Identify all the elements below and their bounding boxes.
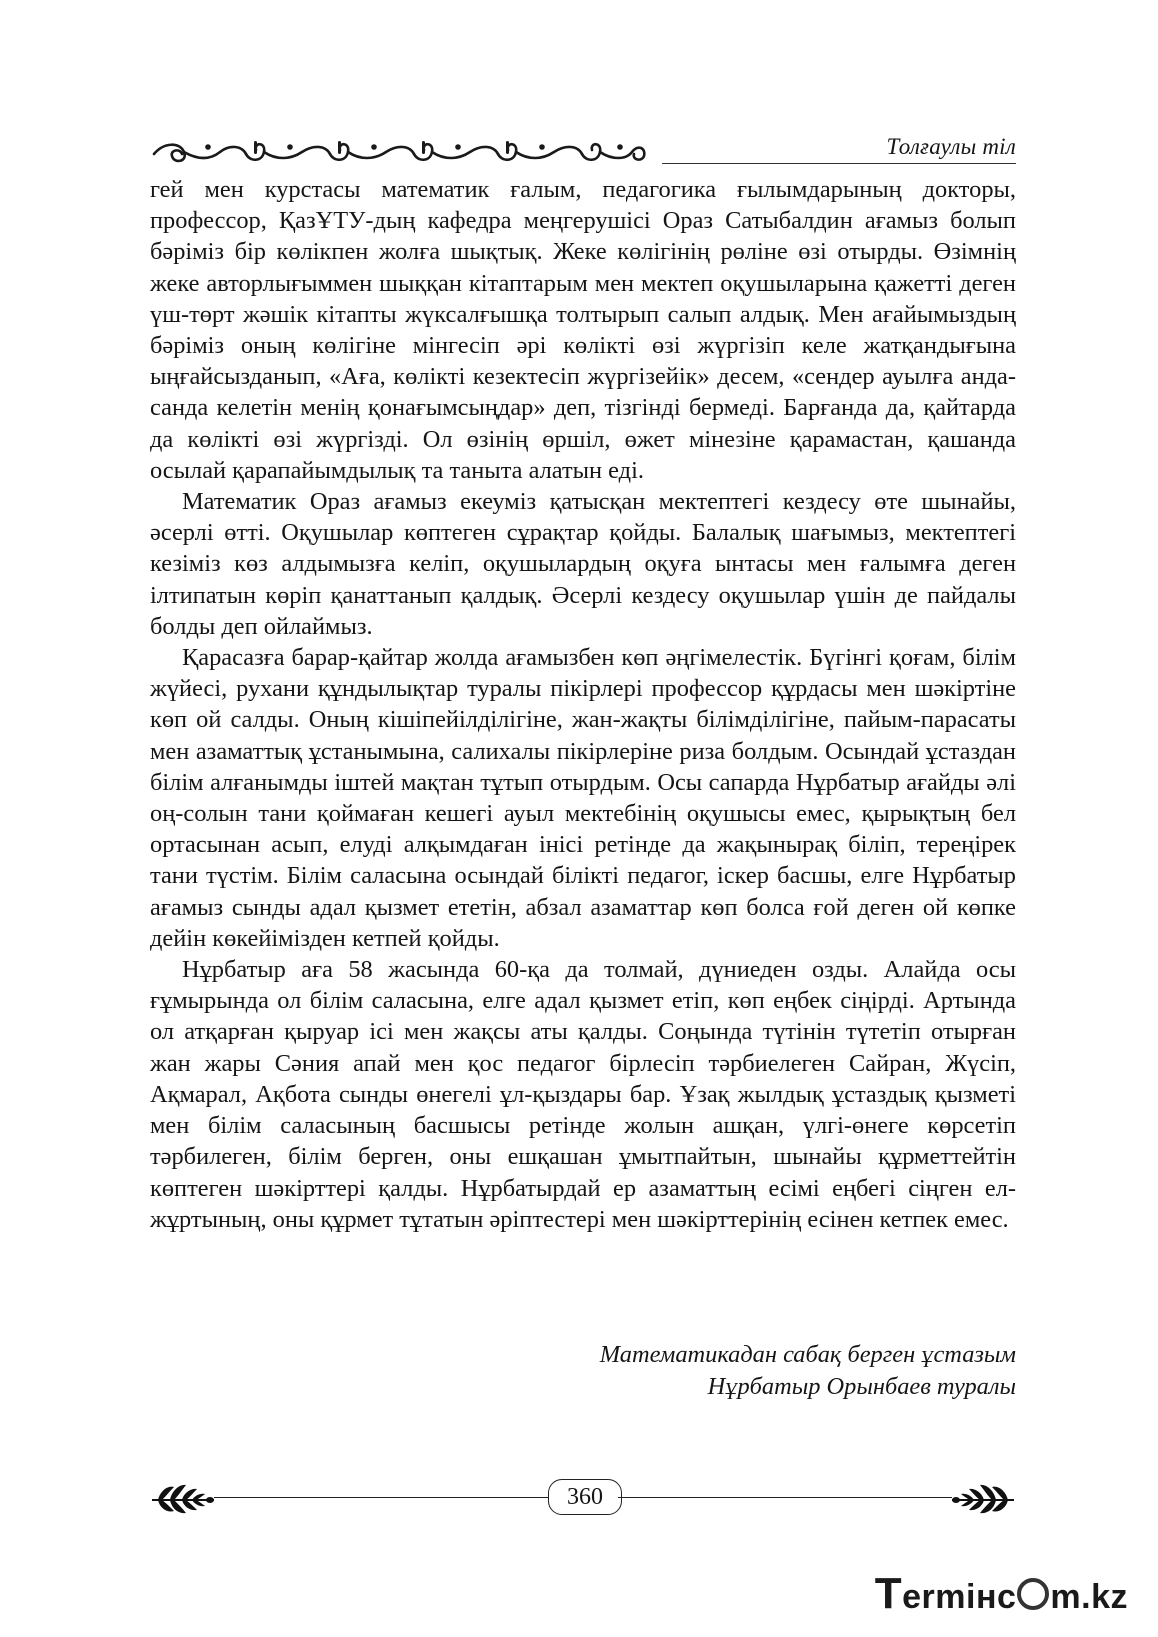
page-footer: [150, 1477, 1016, 1517]
paragraph-3: Қарасазға барар-қайтар жолда ағамызбен көп әңгімелестік. Бүгінгі қоғам, білім жүйесі, рухани құндылықтар туралы пікірлері профессор құрдасы мен шәкіртіне көп ой салды. Оның кішіпейілділігіне, жан-жақты білімділігіне, пайым-парасаты мен азаматтық ұстанымына, салихалы пікірлеріне риза болдым. Осындай ұстаздан білім алғанымды іштей мақтан тұтып отырдым. Осы сапарда Нұрбатыр ағайды әлі оң-солын тани қоймаған кешегі ауыл мектебінің оқушысы емес, қырықтың бел ортасынан асып, елуді алқымдаған інісі ретінде да жақынырақ біліп, тереңірек тани түстім. Білім саласына осындай білікті педагог, іскер басшы, елге Нұрбатыр ағамыз сынды адал қызмет ететін, абзал азаматтар көп болса ғой деген ой көпке дейін көкейімізден кетпей қойды.: [150, 644, 1016, 952]
body-text: [150, 174, 1016, 1235]
watermark-text-part1: ermінc: [902, 1578, 1017, 1616]
paragraph-2: Математик Ораз ағамыз екеуміз қатысқан мектептегі кездесу өте шынайы, әсерлі өтті. Оқушылар көптеген сұрақтар қойды. Балалық шағымыз, мектептегі кезіміз көз алдымызға келіп, оқушылардың оқуға ынтасы мен ғалымға деген ілтипатын көріп қанаттанып қалдық. Әсерлі кездесу оқушылар үшін де пайдалы болды деп ойлаймыз.: [150, 488, 1016, 640]
paragraph-4: Нұрбатыр аға 58 жасында 60-қа да толмай, дүниеден озды. Алайда осы ғұмырында ол білім саласына, елге адал қызмет етіп, көп еңбек сіңірді. Артында ол атқарған қыруар ісі мен жақсы аты қалды. Соңында түтінін түтетіп отырған жан жары Сәния апай мен қос педагог бірлесіп тәрбиелеген Сайран, Жүсіп, Ақмарал, Ақбота сынды өнегелі ұл-қыздары бар. Ұзақ жылдық ұстаздық қызметі мен білім саласының басшысы ретінде жолын ашқан, үлгі-өнеге көрсетіп тәрбилеген, білім берген, оны ешқашан ұмытпайтын, шынайы құрметтейтін көптеген шәкірттері қалды. Нұрбатырдай ер азаматтың есімі еңбегі сіңген ел-жұртының, оны құрмет тұтатын әріптестері мен шәкірттерінің есінен кетпек емес.: [150, 956, 1016, 1233]
watermark-o-ring-icon: [1017, 1578, 1049, 1610]
header-rule: [662, 163, 1016, 164]
page-header: [150, 130, 1016, 170]
signature-block: [600, 1339, 1016, 1402]
leaf-ornament-left-icon: [150, 1479, 216, 1515]
scroll-ornament-icon: [150, 138, 650, 168]
watermark-letter-t: T: [874, 1569, 903, 1618]
footer-rule-right: [618, 1497, 952, 1498]
leaf-ornament-right-icon: [950, 1479, 1016, 1515]
watermark-text-part2: m.kz: [1050, 1578, 1128, 1616]
page-number: 360: [548, 1479, 622, 1515]
watermark-logo: [875, 1569, 1128, 1619]
running-title: Толғаулы тіл: [886, 134, 1016, 159]
signature-line-1: Математикадан сабақ берген ұстазым: [599, 1341, 1016, 1368]
paragraph-1: гей мен курстасы математик ғалым, педагогика ғылымдарының докторы, профессор, ҚазҰТУ-дың кафедра меңгерушісі Ораз Сатыбалдин ағамыз болып бәріміз бір көлікпен жолға шықтық. Жеке көлігінің рөліне өзі отырды. Өзімнің жеке авторлығыммен шыққан кітаптарым мен мектеп оқушыларына қажетті деген үш-төрт жәшік кітапты жүксалғышқа толтырып салып алдық. Мен ағайымыздың бәріміз оның көлігіне мінгесіп әрі көлікті өзі жүргізіп келе жатқандығына ыңғайсызданып, «Аға, көлікті кезектесіп жүргізейік» десем, «сендер ауылға анда-санда келетін менің қонағымсыңдар» деп, тізгінді бермеді. Барғанда да, қайтарда да көлікті өзі жүргізді. Ол өзінің өршіл, өжет мінезіне қарамастан, қашанда осылай қарапайымдылық та таныта алатын еді.: [150, 176, 1016, 484]
footer-rule-left: [214, 1497, 592, 1498]
signature-line-2: Нұрбатыр Орынбаев туралы: [707, 1372, 1016, 1400]
